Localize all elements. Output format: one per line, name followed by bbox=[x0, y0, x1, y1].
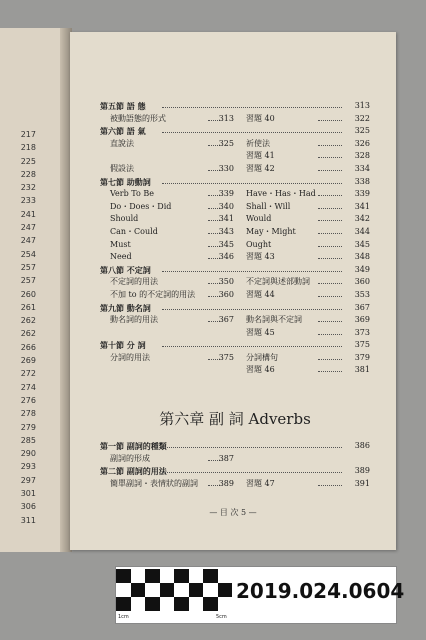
toc-entry-row bbox=[100, 251, 370, 264]
toc-entry-row bbox=[100, 226, 370, 239]
left-page-number: 266 bbox=[20, 342, 36, 352]
toc-entry-label: 不定詞與述部動詞 bbox=[246, 277, 310, 287]
toc-entry-label: Verb To Be bbox=[110, 189, 154, 199]
ruler-cell bbox=[145, 569, 160, 583]
ruler-cell bbox=[218, 583, 233, 597]
left-page-number: 225 bbox=[20, 156, 36, 166]
toc-entry-label: Have・Has・Had bbox=[246, 189, 316, 199]
toc-page-number: 360 bbox=[218, 289, 234, 299]
toc-entry-label: 習題 47 bbox=[246, 478, 275, 488]
left-page-number: 260 bbox=[20, 289, 36, 299]
left-page-number: 232 bbox=[20, 183, 36, 193]
toc-entry-row bbox=[100, 201, 370, 214]
toc-entry-label: 簡單副詞・表情狀的副詞 bbox=[110, 478, 198, 488]
toc-entry-row bbox=[100, 163, 370, 176]
toc-entry-row bbox=[100, 478, 370, 491]
left-page-number: 233 bbox=[20, 196, 36, 206]
left-page-number: 257 bbox=[20, 262, 36, 272]
toc-entry-label: 被動語態的形式 bbox=[110, 113, 166, 123]
toc-entry-label: 習題 45 bbox=[246, 327, 275, 337]
ruler-cell bbox=[116, 583, 131, 597]
toc-page-number: 367 bbox=[354, 302, 370, 312]
toc-page-number: 322 bbox=[354, 113, 370, 123]
toc-page-number: 375 bbox=[218, 352, 234, 362]
toc-entry-label: 副詞的形成 bbox=[110, 453, 150, 463]
toc-page-number: 341 bbox=[218, 214, 234, 224]
ruler-cell bbox=[203, 583, 218, 597]
left-page-number: 241 bbox=[20, 209, 36, 219]
leader-dots bbox=[318, 157, 342, 158]
toc-entry-label: 習題 44 bbox=[246, 289, 275, 299]
left-page-number: 293 bbox=[20, 462, 36, 472]
left-page-number: 306 bbox=[20, 502, 36, 512]
left-page-number: 254 bbox=[20, 249, 36, 259]
toc-section-row bbox=[100, 465, 370, 478]
leader-dots bbox=[162, 271, 342, 272]
leader-dots bbox=[318, 246, 342, 247]
toc-entry-label: 動名詞與不定詞 bbox=[246, 315, 302, 325]
left-page-number: 274 bbox=[20, 382, 36, 392]
ruler-cell bbox=[218, 597, 233, 611]
ruler-left-mark: 1cm bbox=[118, 614, 129, 620]
toc-entry-label: 祈使法 bbox=[246, 138, 270, 148]
toc-entry-row bbox=[100, 150, 370, 163]
ruler-right-mark: 5cm bbox=[216, 614, 227, 620]
toc-list bbox=[100, 100, 370, 377]
toc-page-number: 346 bbox=[218, 252, 234, 262]
left-page-number: 217 bbox=[20, 130, 36, 139]
left-page-number: 279 bbox=[20, 422, 36, 432]
toc-page-number: 328 bbox=[354, 151, 370, 161]
toc-section-label: 第八節 不定詞 bbox=[100, 264, 151, 275]
left-page-number: 311 bbox=[20, 515, 36, 525]
ruler-cell bbox=[174, 597, 189, 611]
ruler-cell bbox=[131, 583, 146, 597]
left-page-number: 247 bbox=[20, 236, 36, 246]
left-page-number: 301 bbox=[20, 489, 36, 499]
leader-dots bbox=[318, 220, 342, 221]
toc-section-label: 第七節 助動詞 bbox=[100, 176, 151, 187]
toc-page-number: 338 bbox=[354, 176, 370, 186]
leader-dots bbox=[318, 258, 342, 259]
toc-entry-label: Shall・Will bbox=[246, 201, 291, 211]
toc-entry-row bbox=[100, 138, 370, 151]
leader-dots bbox=[318, 371, 342, 372]
leader-dots bbox=[318, 296, 342, 297]
leader-dots bbox=[162, 107, 342, 108]
toc-entry-label: Must bbox=[110, 239, 131, 249]
left-page-number: 269 bbox=[20, 356, 36, 366]
leader-dots bbox=[318, 321, 342, 322]
toc-page-number: 340 bbox=[218, 201, 234, 211]
toc-entry-label: 假設法 bbox=[110, 163, 134, 173]
color-scale-ruler bbox=[116, 567, 234, 623]
toc-entry-label: 習題 46 bbox=[246, 365, 275, 375]
toc-page-number: 391 bbox=[354, 478, 370, 488]
ruler-cell bbox=[131, 597, 146, 611]
toc-page-number: 389 bbox=[354, 466, 370, 476]
toc-entry-row bbox=[100, 213, 370, 226]
chapter-title: 第六章 副 詞 Adverbs bbox=[159, 410, 311, 428]
toc-page-number: 325 bbox=[354, 126, 370, 136]
toc-entry-label: Would bbox=[246, 214, 272, 224]
toc-list-chapter-6 bbox=[100, 410, 370, 490]
toc-entry-label: 分詞構句 bbox=[246, 352, 278, 362]
toc-section-row bbox=[100, 100, 370, 113]
toc-page-number: 313 bbox=[218, 113, 234, 123]
leader-dots bbox=[318, 334, 342, 335]
ruler-cell bbox=[189, 597, 204, 611]
left-page-number: 262 bbox=[20, 329, 36, 339]
leader-dots bbox=[318, 485, 342, 486]
toc-section-row bbox=[100, 339, 370, 352]
left-page-number: 228 bbox=[20, 169, 36, 179]
left-page-number: 272 bbox=[20, 369, 36, 379]
toc-entry-label: 直說法 bbox=[110, 138, 134, 148]
toc-page-number: 367 bbox=[218, 315, 234, 325]
toc-section-row bbox=[100, 440, 370, 453]
toc-page-number: 339 bbox=[218, 189, 234, 199]
toc-entry-label: 習題 40 bbox=[246, 113, 275, 123]
toc-page-number: 343 bbox=[218, 226, 234, 236]
toc-section-label: 第一節 副詞的種類 bbox=[100, 441, 167, 451]
page-footer: — 目 次 5 — bbox=[209, 508, 257, 517]
toc-entry-label: 分詞的用法 bbox=[110, 352, 150, 362]
toc-section-label: 第二節 副詞的用法 bbox=[100, 466, 167, 477]
left-page-number: 276 bbox=[20, 395, 36, 405]
ruler-cell bbox=[160, 597, 175, 611]
ruler-cell bbox=[189, 569, 204, 583]
toc-entry-label: May・Might bbox=[246, 226, 296, 236]
toc-page-number: 342 bbox=[354, 214, 370, 224]
toc-page-number: 389 bbox=[218, 478, 234, 488]
leader-dots bbox=[162, 346, 342, 347]
toc-page-number: 373 bbox=[354, 327, 370, 337]
toc-entry-label: 習題 41 bbox=[246, 151, 275, 161]
left-page-number: 262 bbox=[20, 316, 36, 326]
toc-page-number: 348 bbox=[354, 252, 370, 262]
left-page-number: 278 bbox=[20, 409, 36, 419]
left-page-number: 290 bbox=[20, 449, 36, 459]
accession-number: 2019.024.0604 bbox=[236, 579, 405, 603]
toc-section-row bbox=[100, 302, 370, 315]
leader-dots bbox=[162, 472, 342, 473]
toc-entry-label: Can・Could bbox=[110, 226, 158, 236]
toc-entry-label: Need bbox=[110, 252, 132, 262]
toc-page-number: 330 bbox=[218, 163, 234, 173]
toc-entry-row bbox=[100, 314, 370, 327]
left-page-number: 285 bbox=[20, 435, 36, 445]
toc-entry-label: 習題 42 bbox=[246, 163, 275, 173]
toc-page-number: 386 bbox=[354, 441, 370, 450]
toc-page-number: 339 bbox=[354, 189, 370, 199]
toc-page-number: 375 bbox=[354, 340, 370, 350]
leader-dots bbox=[318, 145, 342, 146]
toc-page-number: 344 bbox=[354, 226, 370, 236]
ruler-cell bbox=[145, 583, 160, 597]
toc-entry-row bbox=[100, 364, 370, 377]
ruler-cell bbox=[131, 569, 146, 583]
toc-entry-row bbox=[100, 453, 370, 466]
ruler-cell bbox=[203, 597, 218, 611]
leader-dots bbox=[318, 233, 342, 234]
toc-section-row bbox=[100, 264, 370, 277]
toc-section-label: 第五節 語 態 bbox=[100, 101, 146, 111]
leader-dots bbox=[162, 183, 342, 184]
ruler-cell bbox=[218, 569, 233, 583]
leader-dots bbox=[162, 132, 342, 133]
toc-entry-label: Ought bbox=[246, 239, 272, 249]
toc-entry-row bbox=[100, 239, 370, 252]
ruler-cell bbox=[174, 583, 189, 597]
ruler-cell bbox=[203, 569, 218, 583]
left-page-numbers bbox=[0, 128, 40, 527]
toc-entry-row bbox=[100, 276, 370, 289]
toc-page-number: 387 bbox=[218, 453, 234, 463]
toc-page-number: 334 bbox=[354, 163, 370, 173]
toc-entry-row bbox=[100, 352, 370, 365]
ruler-cell bbox=[189, 583, 204, 597]
leader-dots bbox=[318, 208, 342, 209]
toc-entry-row bbox=[100, 327, 370, 340]
toc-page-number: 349 bbox=[354, 264, 370, 274]
toc-page-number: 326 bbox=[354, 138, 370, 148]
toc-page-number: 325 bbox=[218, 138, 234, 148]
left-page-number: 297 bbox=[20, 475, 36, 485]
toc-page-number: 345 bbox=[354, 239, 370, 249]
toc-page-number: 360 bbox=[354, 277, 370, 287]
ruler-cell bbox=[116, 569, 131, 583]
toc-entry-row bbox=[100, 113, 370, 126]
toc-section-label: 第六節 語 氣 bbox=[100, 126, 146, 137]
toc-page-number: 345 bbox=[218, 239, 234, 249]
accession-label-card bbox=[115, 566, 405, 624]
toc-page-number: 369 bbox=[354, 315, 370, 325]
leader-dots bbox=[318, 170, 342, 171]
toc-entry-label: 不定詞的用法 bbox=[110, 277, 158, 287]
toc-entry-label: 習題 43 bbox=[246, 252, 275, 262]
toc-entry-row bbox=[100, 188, 370, 201]
toc-entry-label: Do・Does・Did bbox=[110, 201, 172, 211]
toc-section-label: 第十節 分 詞 bbox=[100, 340, 146, 351]
left-page-number: 261 bbox=[20, 302, 36, 312]
toc-entry-row bbox=[100, 289, 370, 302]
toc-section-row bbox=[100, 176, 370, 189]
leader-dots bbox=[162, 447, 342, 448]
toc-section-row bbox=[100, 125, 370, 138]
toc-page-number: 379 bbox=[354, 352, 370, 362]
toc-page-number: 353 bbox=[354, 289, 370, 299]
leader-dots bbox=[318, 359, 342, 360]
toc-entry-label: 不加 to 的不定詞的用法 bbox=[110, 289, 196, 299]
ruler-cell bbox=[160, 583, 175, 597]
left-page-number: 218 bbox=[20, 143, 36, 153]
ruler-cell bbox=[116, 597, 131, 611]
leader-dots bbox=[318, 283, 342, 284]
toc-entry-label: 動名詞的用法 bbox=[110, 315, 158, 325]
ruler-cell bbox=[174, 569, 189, 583]
toc-section-label: 第九節 動名詞 bbox=[100, 302, 151, 313]
left-page-number: 247 bbox=[20, 223, 36, 233]
left-page bbox=[0, 28, 66, 552]
leader-dots bbox=[162, 309, 342, 310]
toc-page-number: 350 bbox=[218, 277, 234, 287]
ruler-cell bbox=[145, 597, 160, 611]
right-page bbox=[70, 32, 396, 550]
ruler-cell bbox=[160, 569, 175, 583]
toc-page-number: 341 bbox=[354, 201, 370, 211]
toc-page-number: 381 bbox=[354, 365, 370, 375]
left-page-number: 257 bbox=[20, 276, 36, 286]
toc-entry-label: Should bbox=[110, 214, 139, 224]
leader-dots bbox=[318, 120, 342, 121]
leader-dots bbox=[318, 195, 342, 196]
toc-page-number: 313 bbox=[354, 101, 370, 110]
